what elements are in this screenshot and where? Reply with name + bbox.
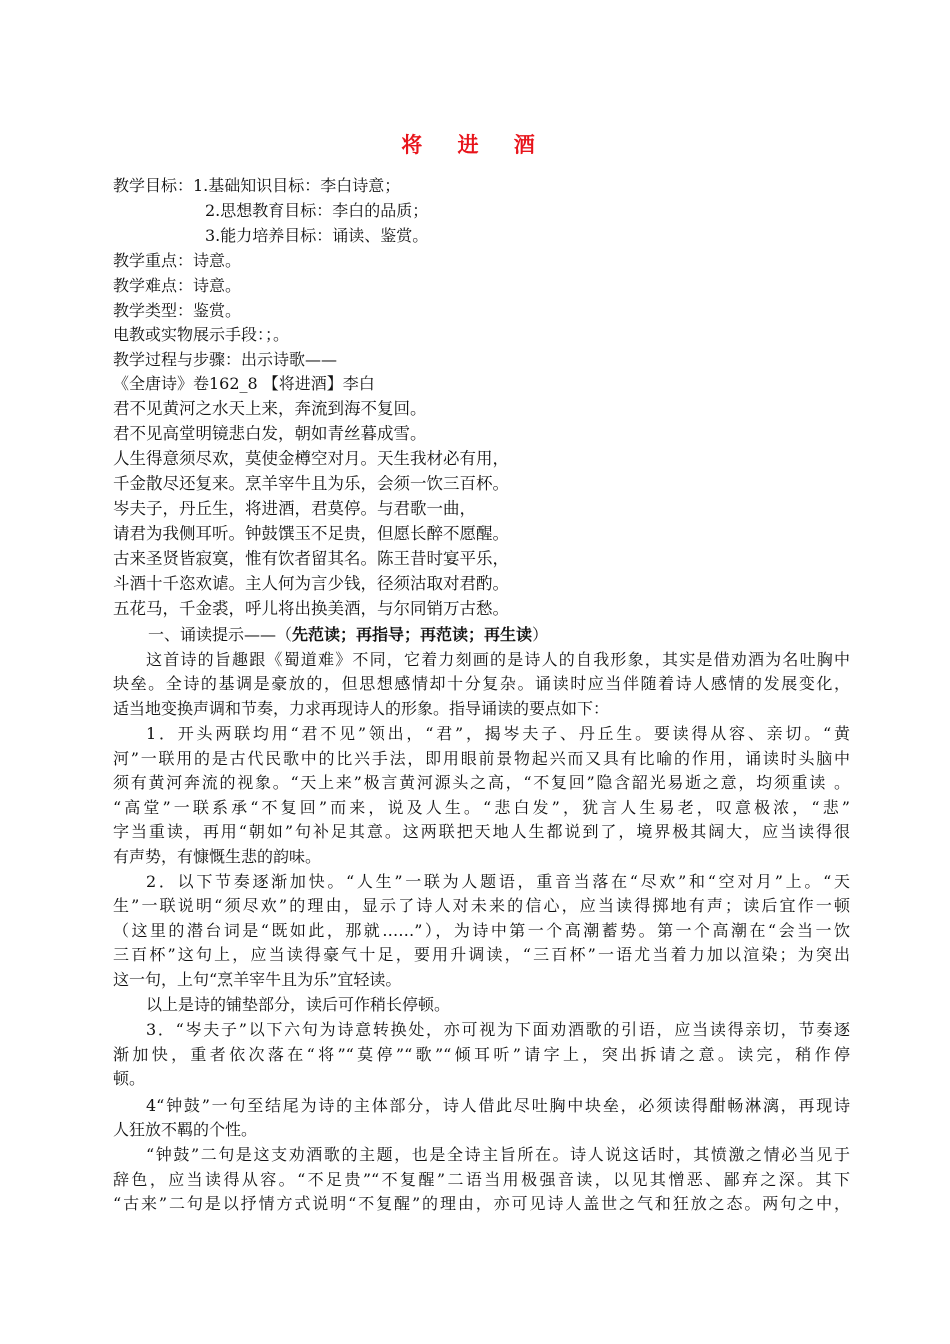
poem-line: 千金散尽还复来。烹羊宰牛且为乐，会须一饮三百杯。 xyxy=(113,474,509,493)
paragraph-line: 以上是诗的铺垫部分，读后可作稍长停顿。 xyxy=(146,995,451,1014)
paragraph-line: 河”一联用的是古代民歌中的比兴手法，即用眼前景物起兴而又具有比喻的作用，诵读时头脑中 xyxy=(113,749,850,768)
teaching-difficulty: 教学难点：诗意。 xyxy=(113,276,242,295)
paragraph-line: “高堂”一联系承“不复回”而来，说及人生。“悲白发”，犹言人生易老，叹意极浓，“悲” xyxy=(113,798,850,817)
teaching-type: 教学类型：鉴赏。 xyxy=(113,301,242,320)
paragraph-line: 块垒。全诗的基调是豪放的，但思想感情却十分复杂。诵读时应当伴随着诗人感情的发展变化， xyxy=(113,674,850,693)
section-heading-prefix: 一、诵读提示——（ xyxy=(148,625,293,644)
paragraph-line: 2．以下节奏逐渐加快。“人生”一联为人题语，重音当落在“尽欢”和“空对月”上。“天 xyxy=(146,872,850,891)
page-title: 将 进 酒 xyxy=(401,132,549,157)
poem-line: 古来圣贤皆寂寞，惟有饮者留其名。陈王昔时宴平乐， xyxy=(113,549,509,568)
poem-source: 《全唐诗》卷162_8 【将进酒】李白 xyxy=(113,374,375,393)
paragraph-line: 三百杯”这句上，应当读得豪气十足，要用升调读，“三百杯”一语尤当着力加以渲染；为突出 xyxy=(113,945,850,964)
paragraph-line: 渐加快，重者依次落在“将”“莫停”“歌”“倾耳听”请字上，突出拆请之意。读完，稍作停 xyxy=(113,1045,850,1064)
section-heading xyxy=(148,623,548,647)
section-heading-suffix: ） xyxy=(532,625,549,644)
poem-line: 君不见黄河之水天上来，奔流到海不复回。 xyxy=(113,399,427,418)
teaching-goal-2: 2.思想教育目标：李白的品质； xyxy=(205,201,429,220)
poem-line: 请君为我侧耳听。钟鼓馔玉不足贵，但愿长醉不愿醒。 xyxy=(113,524,509,543)
poem-line: 君不见高堂明镜悲白发，朝如青丝暮成雪。 xyxy=(113,424,427,443)
paragraph-line: 1．开头两联均用“君不见”领出，“君”，揭岑夫子、丹丘生。要读得从容、亲切。“黄 xyxy=(146,724,850,743)
section-heading-bold: 先范读；再指导；再范读；再生读 xyxy=(292,625,533,644)
paragraph-line: “古来”二句是以抒情方式说明“不复醒”的理由，亦可见诗人盖世之气和狂放之态。两句之中， xyxy=(113,1194,850,1213)
paragraph-line: 适当地变换声调和节奏，力求再现诗人的形象。指导诵读的要点如下： xyxy=(113,699,610,718)
paragraph-line: 辞色，应当读得从容。“不足贵”“不复醒”二语当用极强音读，以见其憎恶、鄙弃之深。其下 xyxy=(113,1170,850,1189)
teaching-goal-1: 教学目标：1.基础知识目标：李白诗意； xyxy=(113,176,401,195)
paragraph-line: 4“钟鼓”一句至结尾为诗的主体部分，诗人借此尽吐胸中块垒，必须读得酣畅淋漓，再现诗 xyxy=(146,1096,850,1115)
paragraph-line: 这首诗的旨趣跟《蜀道难》不同，它着力刻画的是诗人的自我形象，其实是借劝酒为名吐胸中 xyxy=(146,650,850,669)
teaching-goal-3: 3.能力培养目标：诵读、鉴赏。 xyxy=(205,226,429,245)
paragraph-line: 有声势，有慷慨生悲的韵味。 xyxy=(113,847,322,866)
paragraph-line: 字当重读，再用“朝如”句补足其意。这两联把天地人生都说到了，境界极其阔大，应当读得很 xyxy=(113,822,850,841)
paragraph-line: （这里的潜台词是“既如此，那就……”），为诗中第一个高潮蓄势。第一个高潮在“会当一饮 xyxy=(113,921,850,940)
poem-line: 五花马，千金裘，呼儿将出换美酒，与尔同销万古愁。 xyxy=(113,599,509,618)
teaching-process: 教学过程与步骤：出示诗歌—— xyxy=(113,350,338,369)
paragraph-line: 顿。 xyxy=(113,1069,146,1088)
teaching-key-point: 教学重点：诗意。 xyxy=(113,251,242,270)
paragraph-line: 生”一联说明“须尽欢”的理由，显示了诗人对未来的信心，应当读得掷地有声；读后宜作一顿 xyxy=(113,896,850,915)
paragraph-line: 须有黄河奔流的视象。“天上来”极言黄河源头之高，“不复回”隐含韶光易逝之意，均须重读 。 xyxy=(113,773,850,792)
paragraph-line: 人狂放不羁的个性。 xyxy=(113,1120,258,1139)
paragraph-line: “钟鼓”二句是这支劝酒歌的主题，也是全诗主旨所在。诗人说这话时，其愤激之情必当见于 xyxy=(146,1145,850,1164)
poem-line: 斗酒十千恣欢谑。主人何为言少钱，径须沽取对君酌。 xyxy=(113,574,509,593)
poem-line: 岑夫子，丹丘生，将进酒，君莫停。与君歌一曲， xyxy=(113,499,476,518)
poem-line: 人生得意须尽欢，莫使金樽空对月。天生我材必有用， xyxy=(113,449,509,468)
paragraph-line: 3．“岑夫子”以下六句为诗意转换处，亦可视为下面劝酒歌的引语，应当读得亲切，节奏逐 xyxy=(146,1020,850,1039)
paragraph-line: 这一句，上句“烹羊宰牛且为乐”宜轻读。 xyxy=(113,970,402,989)
teaching-media: 电教或实物展示手段：；。 xyxy=(113,325,290,344)
